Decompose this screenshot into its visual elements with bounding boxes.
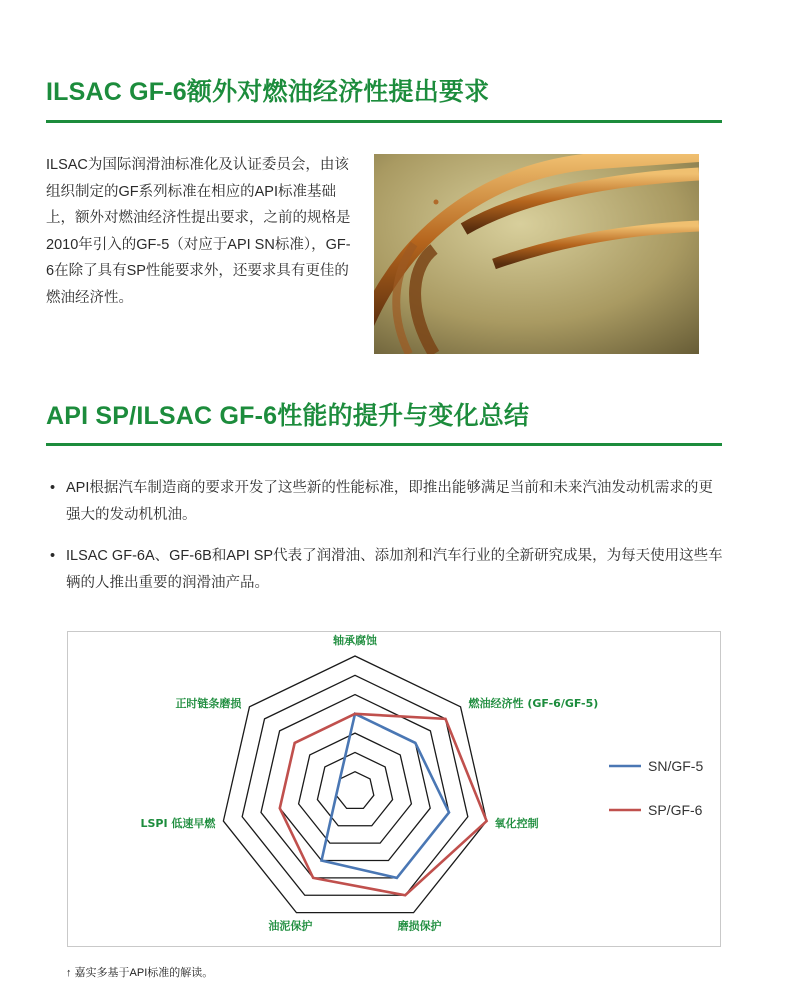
section2-divider bbox=[46, 443, 722, 446]
axis-label-3: 磨损保护 bbox=[397, 919, 442, 933]
grid-ring-6 bbox=[242, 675, 468, 895]
summary-list bbox=[46, 475, 726, 611]
axis-label-5: LSPI 低速早燃 bbox=[140, 817, 216, 831]
list-item-text: API根据汽车制造商的要求开发了这些新的性能标准，即推出能够满足当前和未来汽油发动机需求的更强大的发动机机油。 bbox=[66, 480, 713, 523]
intro-paragraph: ILSAC为国际润滑油标准化及认证委员会，由该组织制定的GF系列标准在相应的API标准基础上，额外对燃油经济性提出要求，之前的规格是2010年引入的GF-5（对应于API SN标准），GF-6在除了具有SP性能要求外，还要求具有更佳的燃油经济性。 bbox=[46, 157, 351, 306]
grid-ring-2 bbox=[317, 752, 392, 825]
axis-label-1: 燃油经济性 (GF-6/GF-5) bbox=[468, 696, 599, 710]
oil-drip-photo bbox=[374, 154, 699, 354]
list-item bbox=[46, 543, 726, 597]
series-line-1 bbox=[280, 714, 487, 895]
legend-label-0: SN/GF-5 bbox=[648, 758, 704, 774]
axis-label-0: 轴承腐蚀 bbox=[333, 634, 377, 647]
radar-chart bbox=[67, 631, 721, 947]
bullet-marker: • bbox=[50, 548, 56, 564]
list-item-text: ILSAC GF-6A、GF-6B和API SP代表了润滑油、添加剂和汽车行业的全新研究成果，为每天使用这些车辆的人推出重要的润滑油产品。 bbox=[66, 548, 723, 591]
list-item bbox=[46, 475, 726, 529]
section1-divider bbox=[46, 120, 722, 123]
axis-label-4: 油泥保护 bbox=[268, 919, 313, 933]
radar-chart-svg bbox=[68, 632, 722, 948]
grid-ring-1 bbox=[336, 772, 374, 809]
grid-ring-3 bbox=[299, 733, 412, 843]
section1-heading: ILSAC GF-6额外对燃油经济性提出要求 bbox=[46, 78, 490, 106]
axis-label-2: 氧化控制 bbox=[494, 817, 539, 831]
grid-ring-5 bbox=[261, 695, 449, 878]
footnote: ↑ 嘉实多基于API标准的解读。 bbox=[66, 967, 214, 979]
series-line-0 bbox=[322, 714, 449, 878]
section2-heading: API SP/ILSAC GF-6性能的提升与变化总结 bbox=[46, 402, 530, 430]
bullet-marker: • bbox=[50, 480, 56, 496]
legend-label-1: SP/GF-6 bbox=[648, 802, 703, 818]
axis-label-6: 正时链条磨损 bbox=[175, 696, 242, 710]
